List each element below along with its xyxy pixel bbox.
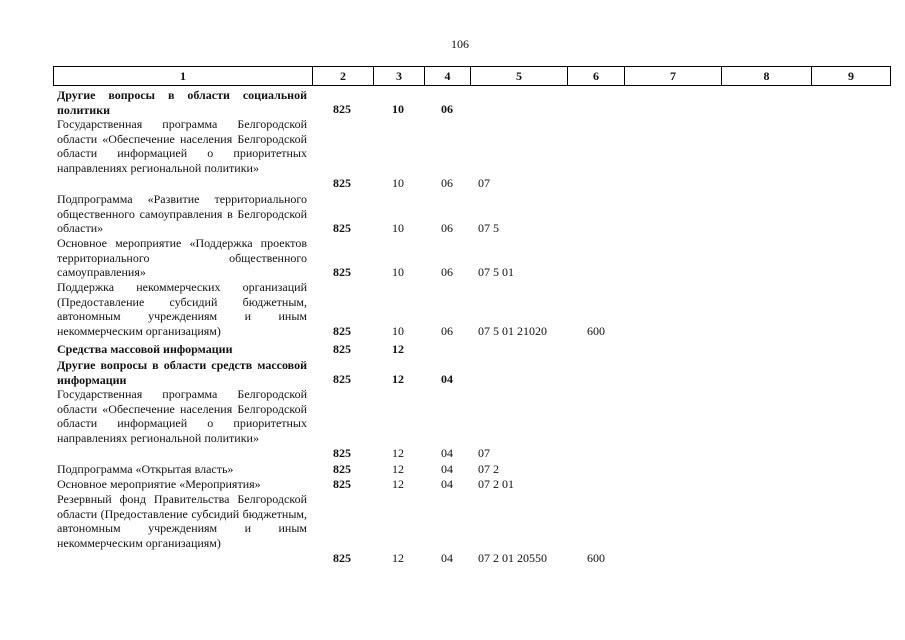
row-description: Государственная программа Белгородской области «Обеспечение населения Белгородской области информацией о приоритетных направлениях региональной политики» <box>57 387 307 445</box>
cell-col2: 825 <box>333 551 351 565</box>
row-description: Средства массовой информации <box>57 342 233 356</box>
cell-col3: 10 <box>392 265 404 279</box>
cell-col5: 07 2 01 20550 <box>478 551 547 565</box>
cell-col2: 825 <box>333 221 351 235</box>
header-cell-8: 8 <box>722 67 812 85</box>
cell-col4: 06 <box>441 221 453 235</box>
header-cell-2: 2 <box>313 67 374 85</box>
cell-col5: 07 5 01 <box>478 265 514 279</box>
cell-col3: 12 <box>392 342 404 356</box>
cell-col4: 06 <box>441 102 453 116</box>
row-description: Подпрограмма «Открытая власть» <box>57 462 234 476</box>
table-header-row <box>53 66 891 86</box>
cell-col6: 600 <box>587 551 605 565</box>
row-description: Резервный фонд Правительства Белгородской области (Предоставление субсидий бюджетным, автономным учреждениям и иным некоммерческим организациям) <box>57 492 307 550</box>
cell-col4: 04 <box>441 462 453 476</box>
page-number: 106 <box>451 37 469 51</box>
cell-col5: 07 2 <box>478 462 499 476</box>
cell-col2: 825 <box>333 265 351 279</box>
cell-col6: 600 <box>587 324 605 338</box>
row-description: Поддержка некоммерческих организаций (Предоставление субсидий бюджетным, автономным учреждениям и иным некоммерческим организациям) <box>57 280 307 338</box>
cell-col5: 07 5 01 21020 <box>478 324 547 338</box>
cell-col3: 10 <box>392 176 404 190</box>
cell-col3: 12 <box>392 372 404 386</box>
cell-col5: 07 2 01 <box>478 477 514 491</box>
cell-col5: 07 <box>478 446 490 460</box>
cell-col4: 04 <box>441 551 453 565</box>
cell-col2: 825 <box>333 372 351 386</box>
cell-col3: 10 <box>392 221 404 235</box>
cell-col4: 04 <box>441 477 453 491</box>
cell-col4: 04 <box>441 372 453 386</box>
row-description: Государственная программа Белгородской области «Обеспечение населения Белгородской области информацией о приоритетных направлениях региональной политики» <box>57 117 307 175</box>
cell-col2: 825 <box>333 477 351 491</box>
cell-col3: 10 <box>392 102 404 116</box>
cell-col5: 07 <box>478 176 490 190</box>
cell-col2: 825 <box>333 342 351 356</box>
header-cell-4: 4 <box>425 67 471 85</box>
cell-col2: 825 <box>333 462 351 476</box>
cell-col2: 825 <box>333 446 351 460</box>
cell-col4: 06 <box>441 176 453 190</box>
header-cell-5: 5 <box>471 67 568 85</box>
row-description: Подпрограмма «Развитие территориального общественного самоуправления в Белгородской области» <box>57 192 307 236</box>
cell-col3: 12 <box>392 462 404 476</box>
cell-col2: 825 <box>333 324 351 338</box>
cell-col5: 07 5 <box>478 221 499 235</box>
cell-col2: 825 <box>333 176 351 190</box>
header-cell-1: 1 <box>54 67 313 85</box>
cell-col3: 12 <box>392 551 404 565</box>
header-cell-7: 7 <box>625 67 722 85</box>
row-description: Основное мероприятие «Поддержка проектов территориального общественного самоуправления» <box>57 236 307 280</box>
row-description: Другие вопросы в области социальной политики <box>57 88 307 117</box>
cell-col3: 10 <box>392 324 404 338</box>
cell-col4: 06 <box>441 265 453 279</box>
header-cell-6: 6 <box>568 67 625 85</box>
cell-col4: 06 <box>441 324 453 338</box>
row-description: Другие вопросы в области средств массовой информации <box>57 358 307 387</box>
header-cell-3: 3 <box>374 67 425 85</box>
header-cell-9: 9 <box>848 69 854 83</box>
row-description: Основное мероприятие «Мероприятия» <box>57 477 261 491</box>
cell-col3: 12 <box>392 477 404 491</box>
cell-col2: 825 <box>333 102 351 116</box>
cell-col3: 12 <box>392 446 404 460</box>
cell-col4: 04 <box>441 446 453 460</box>
